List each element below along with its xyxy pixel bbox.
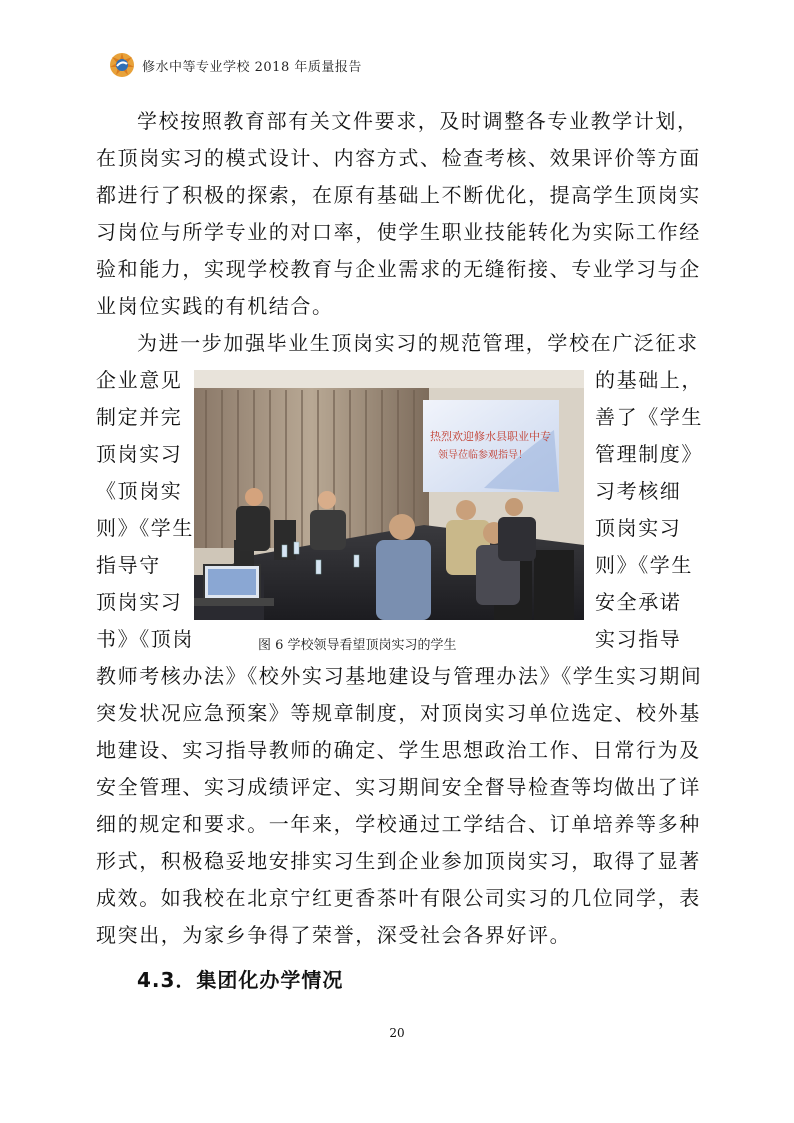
wrap-right-line: 安全承诺	[595, 590, 682, 614]
para2-line: 教师考核办法》《校外实习基地建设与管理办法》《学生实习期间	[96, 664, 703, 688]
para2-line: 现突出，为家乡争得了荣誉，深受社会各界好评。	[96, 923, 572, 947]
para2-line: 形式，积极稳妥地安排实习生到企业参加顶岗实习，取得了显著	[96, 849, 701, 873]
wrap-right-line: 管理制度》	[595, 442, 703, 466]
wrap-left-line: 顶岗实习	[96, 590, 183, 614]
para1-line: 验和能力，实现学校教育与企业需求的无缝衔接、专业学习与企	[96, 257, 701, 281]
wrap-left-line: 企业意见	[96, 368, 183, 392]
para2-line: 成效。如我校在北京宁红更香茶叶有限公司实习的几位同学，表	[96, 886, 701, 910]
wrap-left-line: 顶岗实习	[96, 442, 183, 466]
wrap-right-line: 则》《学生	[595, 553, 693, 577]
para1-line: 学校按照教育部有关文件要求，及时调整各专业教学计划，	[137, 109, 699, 133]
para2-line: 地建设、实习指导教师的确定、学生思想政治工作、日常行为及	[96, 738, 701, 762]
wrap-right-line: 顶岗实习	[595, 516, 682, 540]
para1-line: 业岗位实践的有机结合。	[96, 294, 334, 318]
wrap-right-line: 的基础上，	[595, 368, 703, 392]
wrap-right-line: 善了《学生	[595, 405, 703, 429]
wrap-left-line: 指导守	[96, 553, 161, 577]
wrap-left-line: 《顶岗实	[96, 479, 183, 503]
section-heading: 4.3．集团化办学情况	[137, 968, 344, 992]
page-header	[108, 50, 362, 80]
para1-line: 在顶岗实习的模式设计、内容方式、检查考核、效果评价等方面	[96, 146, 701, 170]
para1-line: 都进行了积极的探索，在原有基础上不断优化，提高学生顶岗实	[96, 183, 701, 207]
para2-line: 细的规定和要求。一年来，学校通过工学结合、订单培养等多种	[96, 812, 701, 836]
para2-line: 安全管理、实习成绩评定、实习期间安全督导检查等均做出了详	[96, 775, 701, 799]
figure-photo	[194, 370, 584, 620]
page-number: 20	[389, 1026, 405, 1040]
wrap-left-line: 则》《学生	[96, 516, 194, 540]
screen-text: 热烈欢迎修水县职业中专	[430, 430, 551, 443]
para1-line: 习岗位与所学专业的对口率，使学生职业技能转化为实际工作经	[96, 220, 701, 244]
wrap-left-line: 制定并完	[96, 405, 183, 429]
wrap-right-line: 实习指导	[595, 627, 682, 651]
para2-line: 为进一步加强毕业生顶岗实习的规范管理，学校在广泛征求	[137, 331, 699, 355]
figure-caption: 图 6 学校领导看望顶岗实习的学生	[258, 638, 457, 653]
wrap-right-line: 习考核细	[595, 479, 682, 503]
para2-line: 突发状况应急预案》等规章制度，对顶岗实习单位选定、校外基	[96, 701, 701, 725]
header-title: 修水中等专业学校 2018 年质量报告	[142, 59, 362, 75]
meeting-room-photo	[194, 370, 584, 620]
screen-text: 领导莅临参观指导！	[438, 450, 528, 461]
wrap-left-line: 书》《顶岗	[96, 627, 194, 651]
school-logo-icon	[108, 51, 136, 79]
